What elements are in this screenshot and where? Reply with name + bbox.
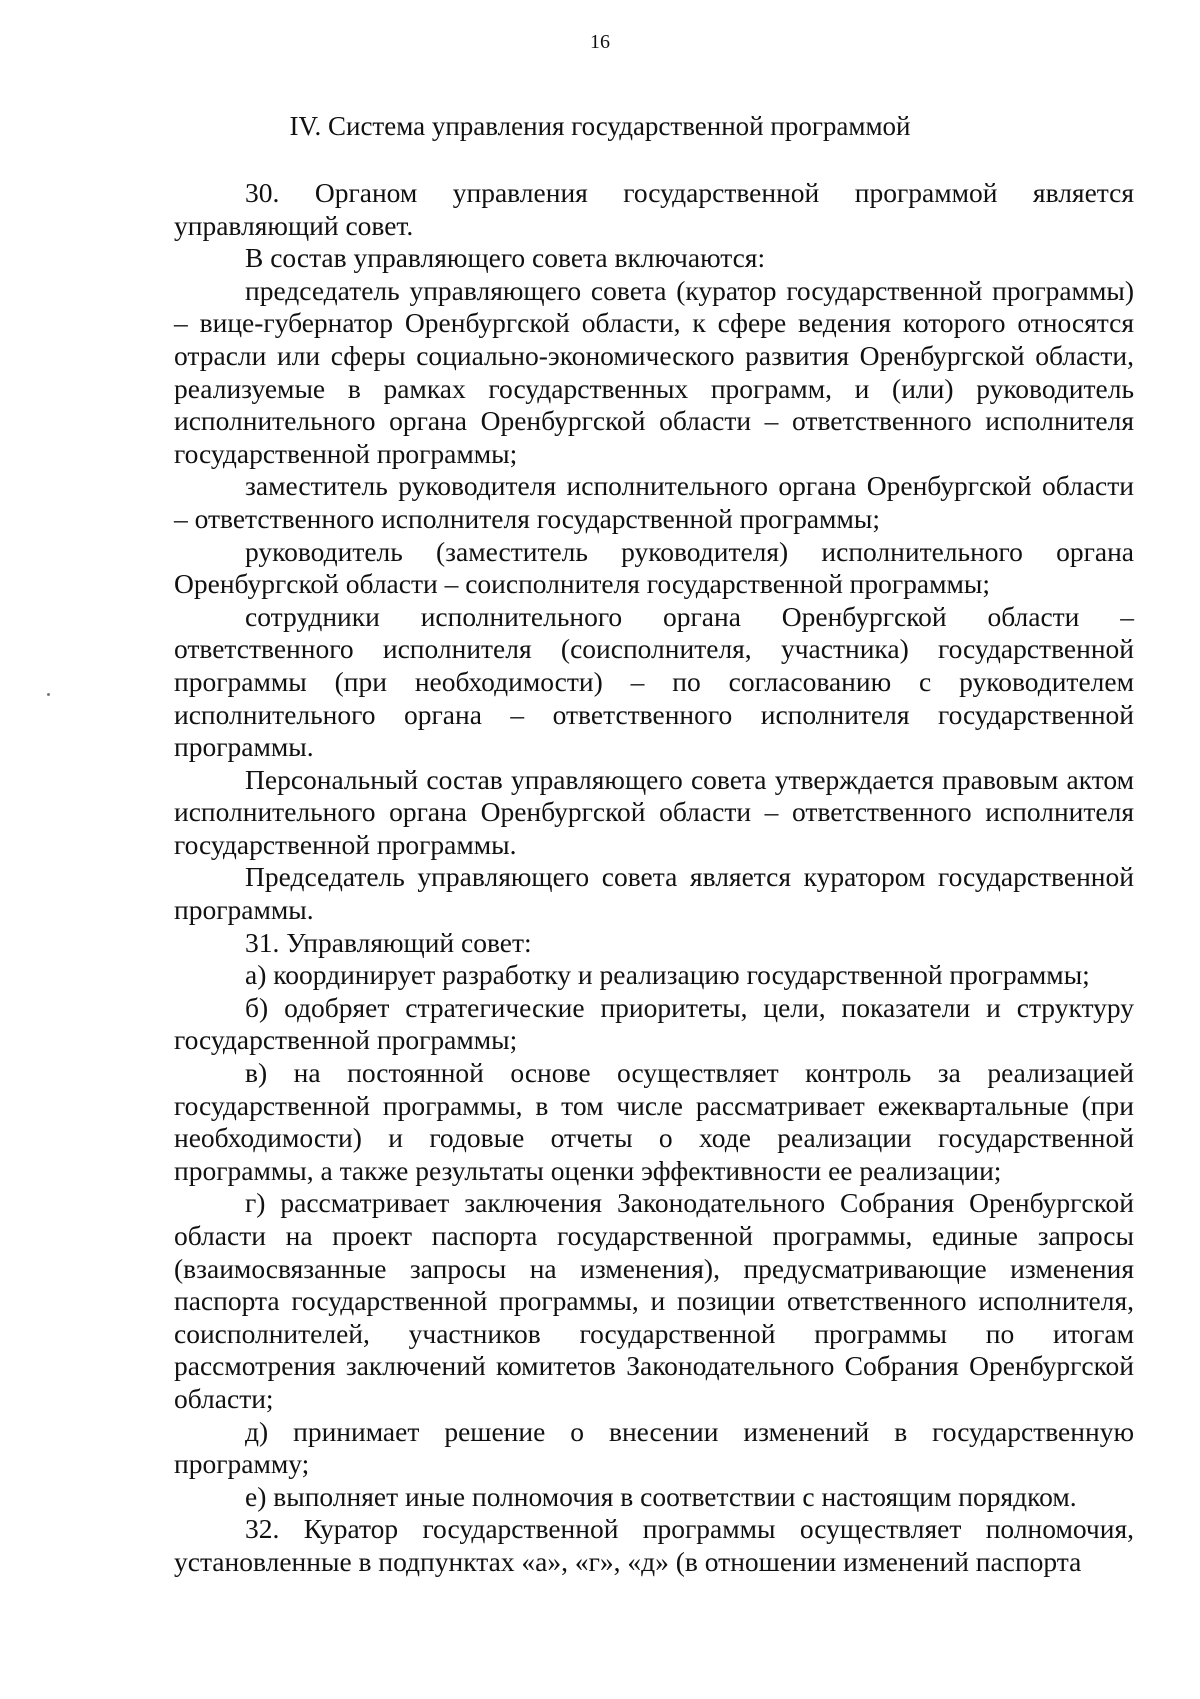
- paragraph-council-composition: В состав управляющего совета включаются:: [245, 242, 766, 274]
- list-item-d: д) принимает решение о внесении изменений в государственную программу;: [174, 1415, 1134, 1480]
- list-item-a: а) координирует разработку и реализацию государственной программы;: [245, 959, 1090, 991]
- list-item-v: в) на постоянной основе осуществляет контроль за реализацией государственной программы, в том числе рассматривает ежеквартальные (при необходимости) и годовые отчеты о ходе реализации государственной программы, а также результаты оценки эффективности ее реализации;: [174, 1057, 1134, 1186]
- paragraph-chairman-curator: Председатель управляющего совета является куратором государственной программы.: [174, 861, 1134, 926]
- paragraph-personal-composition: Персональный состав управляющего совета утверждается правовым актом исполнительного органа Оренбургской области – ответственного исполнителя государственной программы.: [174, 763, 1134, 860]
- paragraph-co-executor-head: руководитель (заместитель руководителя) исполнительного органа Оренбургской области – соисполнителя государственной программы;: [174, 535, 1134, 600]
- list-item-g: г) рассматривает заключения Законодательного Собрания Оренбургской области на проект паспорта государственной программы, единые запросы (взаимосвязанные запросы на изменения), предусматривающие изменения паспорта государственной программы, и позиции ответственного исполнителя, соисполнителей, участников государственной программы по итогам рассмотрения заключений комитетов Законодательного Собрания Оренбургской области;: [174, 1187, 1134, 1414]
- section-title: IV. Система управления государственной программой: [289, 111, 911, 141]
- paragraph-31: 31. Управляющий совет:: [245, 926, 532, 958]
- list-item-b: б) одобряет стратегические приоритеты, цели, показатели и структуру государственной программы;: [174, 991, 1134, 1056]
- document-body: [174, 177, 1134, 1579]
- paragraph-employees: сотрудники исполнительного органа Оренбургской области – ответственного исполнителя (соисполнителя, участника) государственной программы (при необходимости) – по согласованию с руководителем исполнительного органа – ответственного исполнителя государственной программы.: [174, 600, 1134, 763]
- list-item-e: е) выполняет иные полномочия в соответствии с настоящим порядком.: [245, 1480, 1077, 1512]
- paragraph-30: 30. Органом управления государственной программой является управляющий совет.: [174, 177, 1134, 241]
- page-number: 16: [590, 31, 610, 53]
- scan-speck: [47, 693, 50, 696]
- paragraph-chairman: председатель управляющего совета (куратор государственной программы) – вице-губернатор Оренбургской области, к сфере ведения которого относятся отрасли или сферы социально-экономического развития Оренбургской области, реализуемые в рамках государственных программ, и (или) руководитель исполнительного органа Оренбургской области – ответственного исполнителя государственной программы;: [174, 274, 1134, 469]
- paragraph-32: 32. Куратор государственной программы осуществляет полномочия, установленные в подпунктах «а», «г», «д» (в отношении изменений паспорта: [174, 1513, 1134, 1577]
- paragraph-deputy: заместитель руководителя исполнительного органа Оренбургской области – ответственного исполнителя государственной программы;: [174, 470, 1134, 534]
